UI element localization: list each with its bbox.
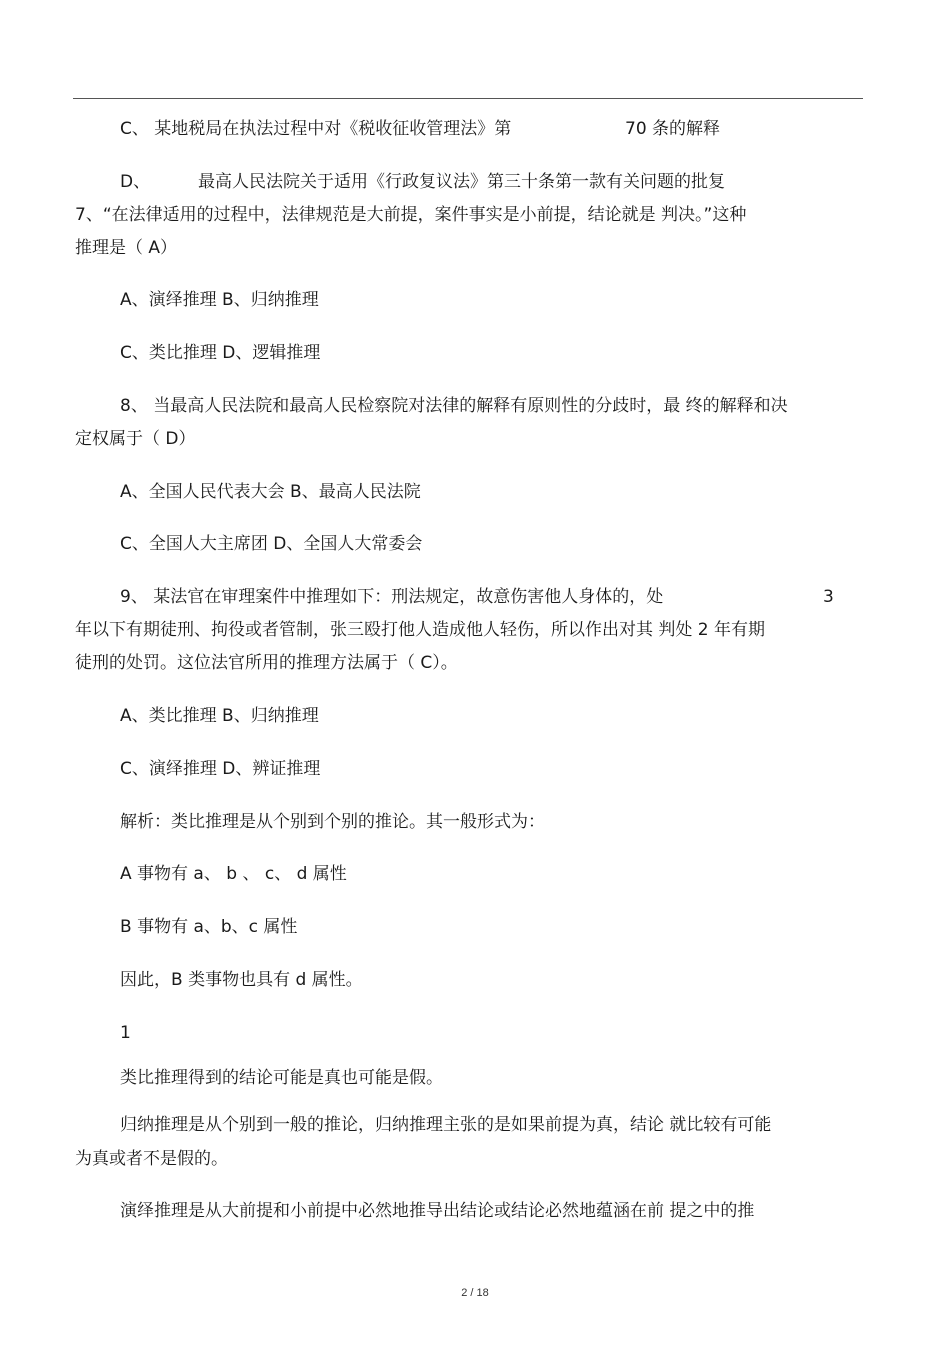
option-d-q6: 最高人民法院关于适用《行政复议法》第三十条第一款有关问题的批复 [198,172,725,192]
analysis-analogy-note: 类比推理得到的结论可能是真也可能是假。 [120,1068,443,1088]
footnote-number: 1 [120,1023,131,1043]
option-c-q6-tail: 70 条的解释 [625,119,721,139]
question-8-options-ab: A、全国人民代表大会 B、最高人民法院 [120,482,421,502]
question-7-line-2: 推理是（ A） [75,238,178,258]
question-8-line-2: 定权属于（ D） [75,429,196,449]
question-9-line-2: 年以下有期徒刑、拘役或者管制，张三殴打他人造成他人轻伤，所以作出对其 判处 2 年有期 [75,620,766,640]
header-rule [73,98,863,99]
induction-line-2: 为真或者不是假的。 [75,1149,228,1169]
page-number: 2 / 18 [461,1287,489,1299]
analysis-premise-a: A 事物有 a、 b 、 c、 d 属性 [120,864,347,884]
question-9-line-1: 9、 某法官在审理案件中推理如下：刑法规定，故意伤害他人身体的，处 [120,587,664,607]
question-7-options-cd: C、类比推理 D、逻辑推理 [120,343,321,363]
question-7-line-1: 7、“在法律适用的过程中，法律规范是大前提，案件事实是小前提，结论就是 判决。”这种 [75,205,747,225]
analysis-intro: 解析：类比推理是从个别到个别的推论。其一般形式为： [120,812,545,832]
option-d-q6-label: D、 [120,172,151,192]
question-9-options-ab: A、类比推理 B、归纳推理 [120,706,319,726]
question-9-line-1-number: 3 [823,587,834,607]
question-9-options-cd: C、演绎推理 D、辨证推理 [120,759,321,779]
deduction-line-1: 演绎推理是从大前提和小前提中必然地推导出结论或结论必然地蕴涵在前 提之中的推 [120,1201,755,1221]
question-7-options-ab: A、演绎推理 B、归纳推理 [120,290,319,310]
analysis-conclusion: 因此，B 类事物也具有 d 属性。 [120,970,363,990]
induction-line-1: 归纳推理是从个别到一般的推论，归纳推理主张的是如果前提为真，结论 就比较有可能 [120,1115,772,1135]
question-8-options-cd: C、全国人大主席团 D、全国人大常委会 [120,534,423,554]
question-9-line-3: 徒刑的处罚。这位法官所用的推理方法属于（ C）。 [75,653,458,673]
option-c-q6: C、 某地税局在执法过程中对《税收征收管理法》第 [120,119,512,139]
question-8-line-1: 8、 当最高人民法院和最高人民检察院对法律的解释有原则性的分歧时，最 终的解释和决 [120,396,788,416]
analysis-premise-b: B 事物有 a、b、c 属性 [120,917,298,937]
